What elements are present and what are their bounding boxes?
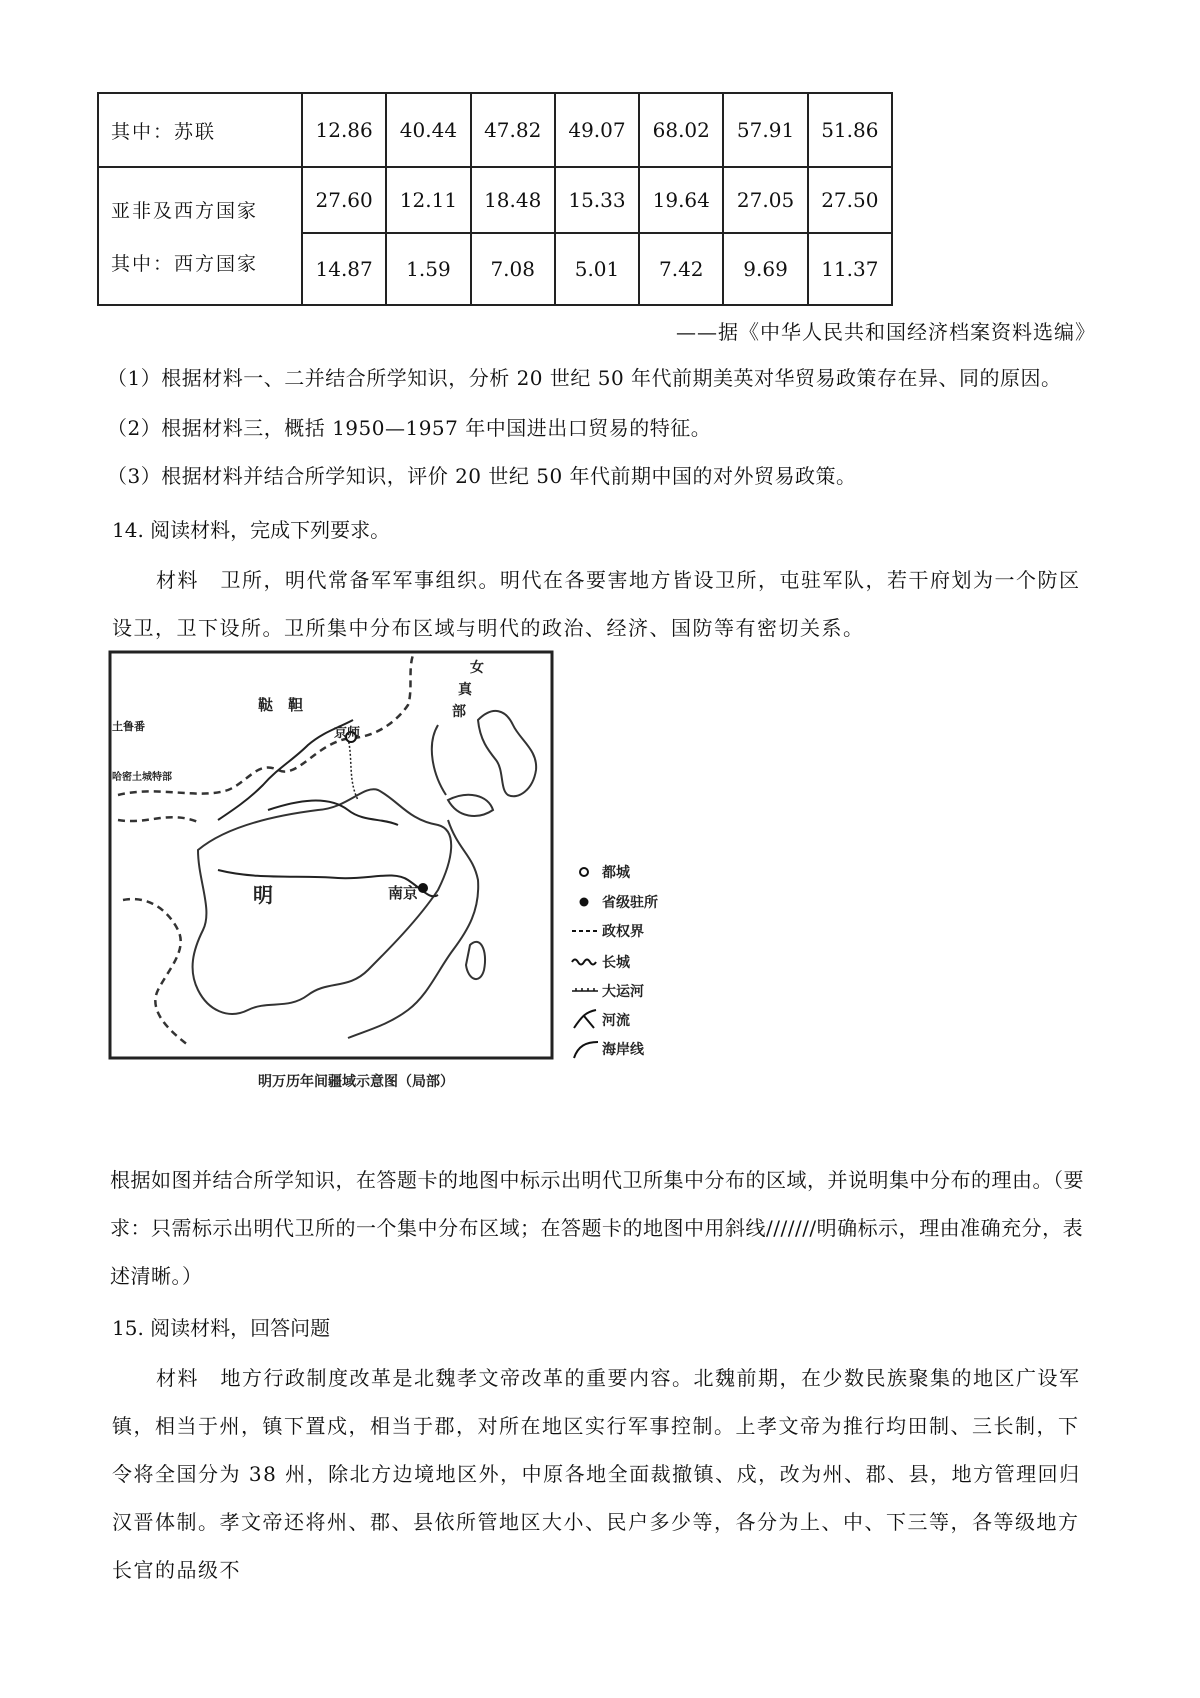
ming-territory-map: [108, 650, 684, 1095]
map-label-nvzhen: 女: [470, 660, 484, 676]
legend-coastline-icon: [574, 1042, 598, 1058]
map-label-ming: 明: [253, 883, 273, 907]
row-label-text: 亚非及西方国家: [111, 200, 259, 222]
table-cell: 19.64: [639, 167, 723, 233]
legend-item: 河流: [602, 1013, 630, 1029]
question-14-material: 材料 卫所，明代常备军军事组织。明代在各要害地方皆设卫所，屯驻军队，若干府划为一个防区设卫，卫下设所。卫所集中分布区域与明代的政治、经济、国防等有密切关系。: [112, 568, 1081, 640]
table-cell: 51.86: [808, 93, 892, 167]
question-15-material: 材料 地方行政制度改革是北魏孝文帝改革的重要内容。北魏前期，在少数民族聚集的地区广设军镇，相当于州，镇下置戍，相当于郡，对所在地区实行军事控制。上孝文帝为推行均田制、三长制，下令将全国分为 38 州，除北方边境地区外，中原各地全面裁撤镇、戍，改为州、郡、县，地方管理回归汉晋体制。孝文帝还将州、郡、县依所管地区大小、民户多少等，各分为上、中、下三等，各等级地方长官的品级不: [112, 1366, 1081, 1582]
table-cell: 14.87: [302, 233, 386, 305]
table-cell: 27.60: [302, 167, 386, 233]
map-label-tatar: 鞑 靼: [258, 696, 304, 714]
legend-item: 长城: [602, 955, 630, 971]
table-cell: 12.11: [386, 167, 470, 233]
table-cell: 7.08: [471, 233, 555, 305]
trade-table: [97, 92, 893, 306]
row-label: [98, 93, 302, 167]
map-label-nanjing: 南京: [388, 884, 419, 902]
table-cell: 12.86: [302, 93, 386, 167]
table-cell: 68.02: [639, 93, 723, 167]
legend-river-icon: [574, 1010, 596, 1028]
question-15-heading: 15. 阅读材料，回答问题: [112, 1316, 331, 1340]
map-label-nvzhen: 真: [458, 682, 472, 698]
legend-provincial-seat-icon: [580, 898, 589, 907]
map-caption: 明万历年间疆域示意图（局部）: [258, 1074, 454, 1090]
table-cell: 1.59: [386, 233, 470, 305]
table-cell: 15.33: [555, 167, 639, 233]
table-cell: 27.05: [723, 167, 807, 233]
table-cell: 9.69: [723, 233, 807, 305]
table-cell: 47.82: [471, 93, 555, 167]
row-label-text: 其中：苏联: [111, 120, 217, 143]
map-svg: [108, 650, 684, 1095]
question-13-3: （3）根据材料并结合所学知识，评价 20 世纪 50 年代前期中国的对外贸易政策。: [107, 464, 857, 488]
legend-item: 都城: [602, 865, 630, 881]
legend-item: 海岸线: [602, 1042, 644, 1058]
map-label-beijing: 京师: [334, 726, 361, 741]
map-legend: [572, 864, 658, 1058]
map-label-tufan: 土鲁番: [112, 720, 145, 733]
legend-great-wall-icon: [572, 960, 596, 965]
table-cell: 40.44: [386, 93, 470, 167]
table-cell: 49.07: [555, 93, 639, 167]
question-13-2: （2）根据材料三，概括 1950—1957 年中国进出口贸易的特征。: [107, 416, 712, 440]
question-13-1: （1）根据材料一、二并结合所学知识，分析 20 世纪 50 年代前期美英对华贸易政策存在异、同的原因。: [107, 366, 1062, 390]
table-cell: 5.01: [555, 233, 639, 305]
question-14-task: 根据如图并结合所学知识，在答题卡的地图中标示出明代卫所集中分布的区域，并说明集中分布的理由。（要求：只需标示出明代卫所的一个集中分布区域；在答题卡的地图中用斜线///////明确标示，理由准确充分，表述清晰。）: [110, 1168, 1084, 1288]
row-label: [98, 167, 302, 305]
question-14-heading: 14. 阅读材料，完成下列要求。: [112, 518, 391, 542]
table-row: [98, 167, 892, 233]
legend-capital-icon: [580, 868, 588, 876]
table-cell: 7.42: [639, 233, 723, 305]
table-cell: 18.48: [471, 167, 555, 233]
map-label-hami: 哈密土城特部: [112, 772, 172, 783]
table-row: [98, 93, 892, 167]
table-cell: 27.50: [808, 167, 892, 233]
map-label-nvzhen: 部: [452, 704, 466, 720]
legend-item: 省级驻所: [602, 895, 658, 911]
table-cell: 11.37: [808, 233, 892, 305]
row-label-text: 其中：西方国家: [111, 253, 259, 275]
legend-canal-icon: [572, 988, 598, 991]
legend-item: 大运河: [602, 984, 644, 1000]
table-cell: 57.91: [723, 93, 807, 167]
source-citation: ——据《中华人民共和国经济档案资料选编》: [676, 320, 1096, 344]
legend-item: 政权界: [602, 924, 644, 940]
